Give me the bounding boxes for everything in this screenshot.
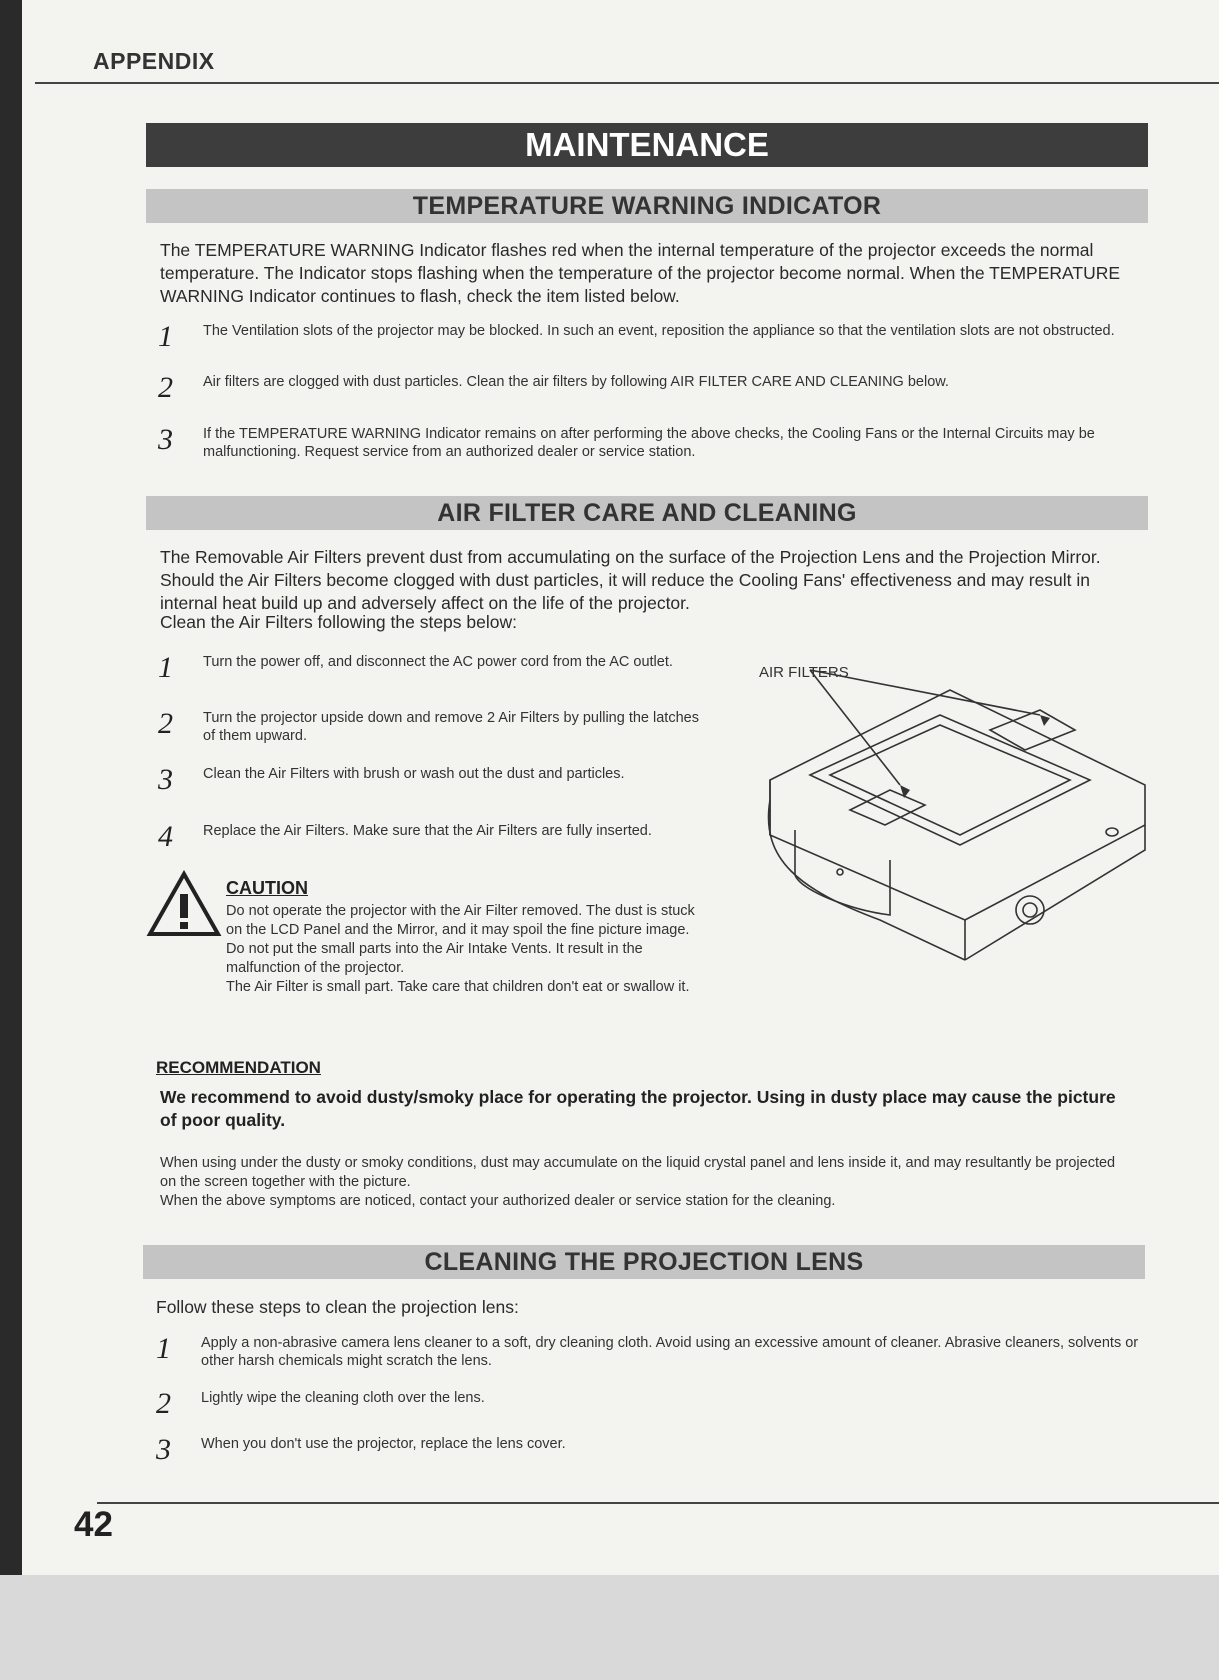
page-number: 42: [74, 1505, 113, 1544]
temp-intro: The TEMPERATURE WARNING Indicator flashes red when the internal temperature of the projector exceeds the normal temperature. The Indicator stops flashing when the temperature of the projector become normal. When the TEMPERATURE WARNING Indicator continues to flash, check the item listed below.: [160, 240, 1121, 306]
page-title: MAINTENANCE: [146, 123, 1148, 167]
filter-heading: AIR FILTER CARE AND CLEANING: [146, 496, 1148, 530]
air-filters-label: AIR FILTERS: [759, 664, 849, 681]
list-item: [158, 322, 1135, 352]
step-number: 4: [158, 820, 173, 853]
step-text: When you don't use the projector, replace the lens cover.: [201, 1436, 566, 1452]
lens-intro: Follow these steps to clean the projection lens:: [156, 1297, 519, 1317]
step-text: The Ventilation slots of the projector may be blocked. In such an event, reposition the appliance so that the ventilation slots are not obstructed.: [203, 323, 1115, 339]
step-number: 3: [158, 763, 173, 796]
section-label: APPENDIX: [93, 48, 215, 74]
step-number: 2: [156, 1387, 171, 1420]
recommendation-bold: We recommend to avoid dusty/smoky place for operating the projector. Using in dusty place may cause the picture of poor quality.: [160, 1087, 1116, 1130]
caution-title: CAUTION: [226, 878, 308, 898]
temp-heading: TEMPERATURE WARNING INDICATOR: [146, 189, 1148, 223]
step-text: Replace the Air Filters. Make sure that the Air Filters are fully inserted.: [203, 823, 652, 839]
header-rule: [35, 82, 1219, 84]
step-text: Lightly wipe the cleaning cloth over the lens.: [201, 1390, 485, 1406]
warning-icon: [146, 870, 222, 940]
list-item: [158, 822, 713, 852]
recommendation-title: RECOMMENDATION: [156, 1058, 321, 1077]
filter-intro: The Removable Air Filters prevent dust from accumulating on the surface of the Projection Lens and the Projection Mirror. Should the Air Filters become clogged with dust particles, it will reduce the Cooling Fans' effectiveness and may result in internal heat build up and adversely affect on the life of the projector.: [160, 547, 1101, 613]
lens-heading: CLEANING THE PROJECTION LENS: [143, 1245, 1145, 1279]
step-number: 1: [156, 1332, 171, 1365]
step-text: If the TEMPERATURE WARNING Indicator remains on after performing the above checks, the Cooling Fans or the Internal Circuits may be malfunctioning. Request service from an authorized dealer or service station.: [203, 426, 1095, 460]
list-item: [156, 1435, 1146, 1465]
step-text: Turn the projector upside down and remove 2 Air Filters by pulling the latches of them upward.: [203, 710, 699, 744]
step-number: 1: [158, 320, 173, 353]
caution-text: Do not operate the projector with the Air Filter removed. The dust is stuck on the LCD Panel and the Mirror, and it may spoil the fine picture image. Do not put the small parts into the Air Intake Vents. It result in the malfunction of the projector. The Air Filter is small part. Take care that children don't eat or swallow it.: [226, 903, 695, 995]
recommendation-text: When using under the dusty or smoky conditions, dust may accumulate on the liquid crystal panel and lens inside it, and may resultantly be projected on the screen together with the picture. When the above symptoms are noticed, contact your authorized dealer or service station for the cleaning.: [160, 1155, 1116, 1209]
step-number: 2: [158, 371, 173, 404]
projector-illustration: [740, 660, 1160, 980]
step-text: Turn the power off, and disconnect the AC power cord from the AC outlet.: [203, 654, 673, 670]
step-text: Apply a non-abrasive camera lens cleaner to a soft, dry cleaning cloth. Avoid using an excessive amount of cleaner. Abrasive cleaners, solvents or other harsh chemicals might scratch the lens.: [201, 1335, 1139, 1369]
list-item: [156, 1389, 1146, 1419]
list-item: [158, 709, 713, 745]
step-text: Air filters are clogged with dust particles. Clean the air filters by following AIR FILTER CARE AND CLEANING below.: [203, 374, 949, 390]
scan-margin: [0, 1575, 1219, 1680]
step-number: 2: [158, 707, 173, 740]
book-spine: [0, 0, 22, 1575]
footer-rule: [97, 1502, 1219, 1504]
list-item: [158, 373, 1135, 403]
list-item: [158, 653, 713, 683]
step-number: 3: [156, 1433, 171, 1466]
list-item: [156, 1334, 1146, 1370]
list-item: [158, 425, 1135, 461]
list-item: [158, 765, 713, 795]
filter-intro-steps: Clean the Air Filters following the steps below:: [160, 612, 517, 632]
step-text: Clean the Air Filters with brush or wash out the dust and particles.: [203, 766, 625, 782]
step-number: 1: [158, 651, 173, 684]
step-number: 3: [158, 423, 173, 456]
